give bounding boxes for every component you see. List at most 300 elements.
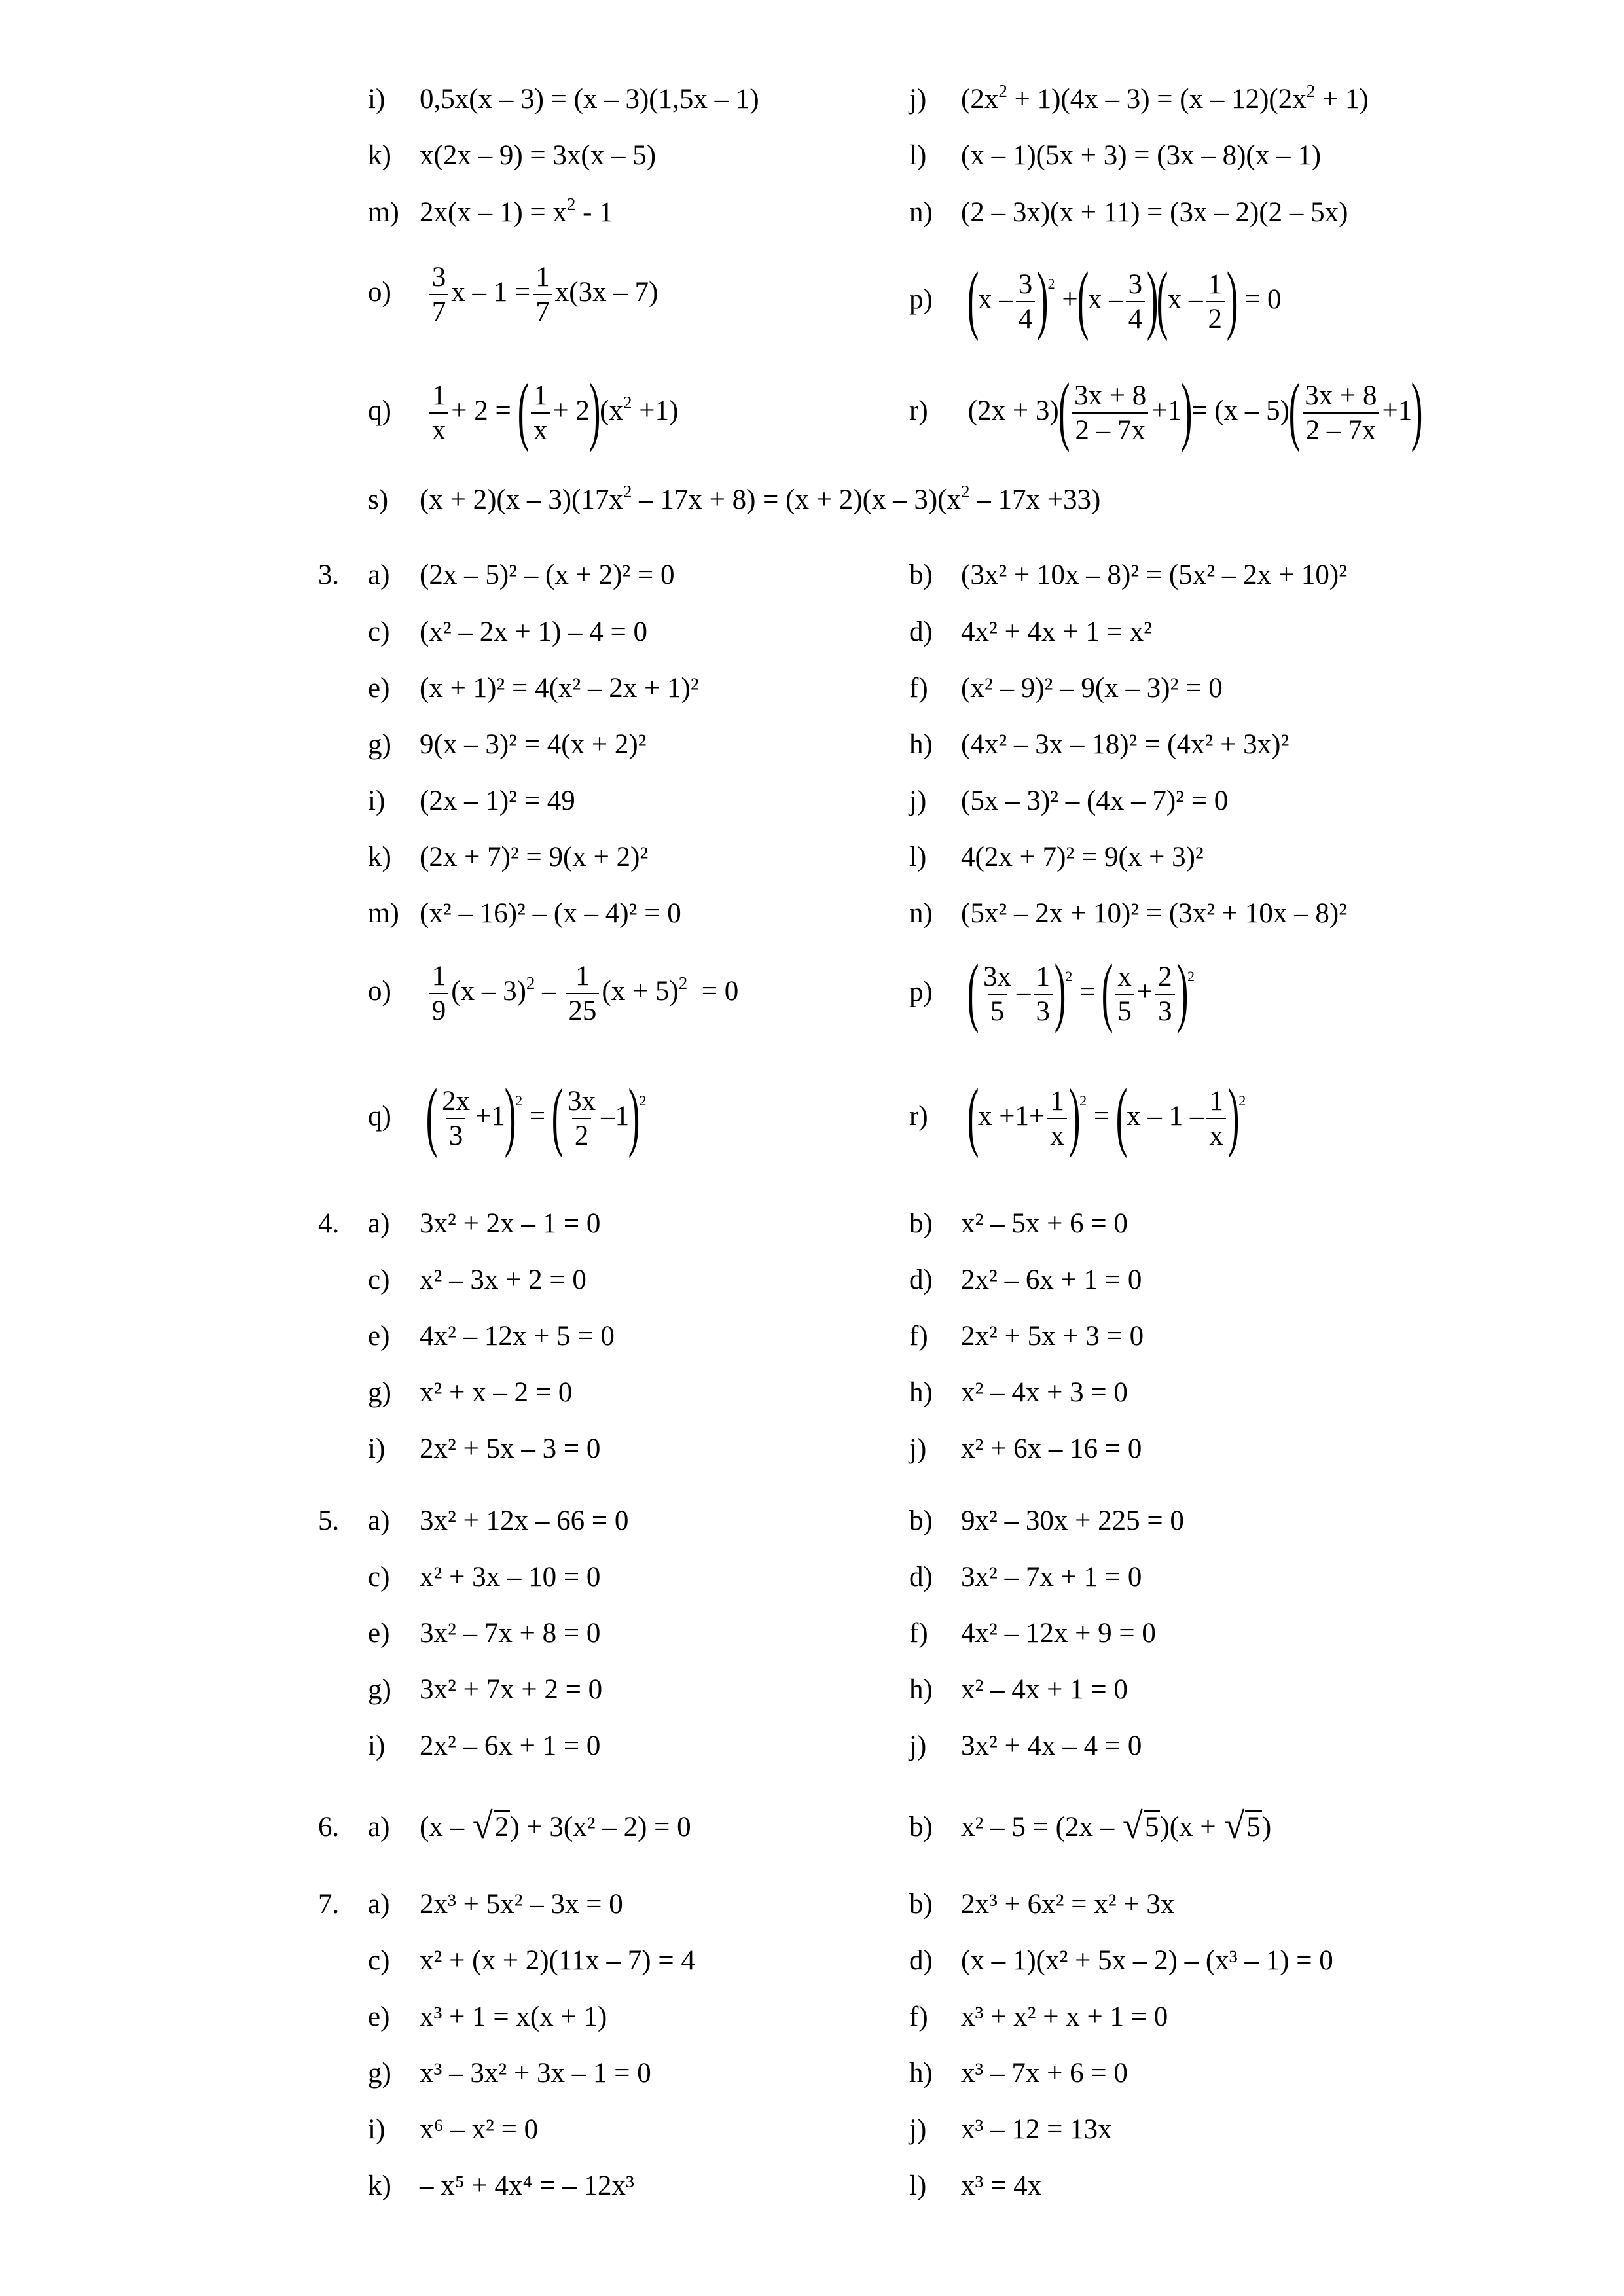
denominator: x — [429, 412, 449, 444]
exponent: 2 — [623, 482, 632, 501]
numerator: 2x — [442, 1086, 471, 1117]
equation-part: (x – — [420, 1812, 465, 1842]
item-label: g) — [368, 729, 391, 760]
exercise-7f — [909, 2003, 1168, 2031]
equation: (x – 1)(x² + 5x – 2) – (x³ – 1) = 0 — [961, 1945, 1333, 1976]
equation: (4x² – 3x – 18)² = (4x² + 3x)² — [961, 729, 1290, 760]
exponent: 2 — [1047, 275, 1055, 292]
numerator: 2 — [1158, 961, 1172, 992]
paren: ) — [1411, 367, 1423, 453]
item-label: b) — [909, 1812, 933, 1842]
equation-part: (2x + 3) — [967, 395, 1059, 426]
equation: 4x² + 4x + 1 = x² — [961, 617, 1153, 647]
fraction — [1155, 963, 1175, 1026]
equation: x² – 5x + 6 = 0 — [961, 1208, 1128, 1239]
equation-part: – 17x +33) — [969, 484, 1101, 515]
exercise-5h — [909, 1676, 1128, 1704]
item-label: a) — [368, 560, 390, 590]
denominator: 3 — [1034, 994, 1053, 1026]
exercise-l — [909, 141, 1321, 170]
item-label: m) — [368, 898, 399, 929]
exercise-3d — [909, 618, 1152, 646]
exponent: 2 — [1306, 81, 1316, 101]
item-label: b) — [909, 1505, 933, 1536]
item-label: j) — [909, 84, 927, 115]
paren: ) — [1054, 948, 1066, 1034]
denominator: 3 — [1155, 994, 1175, 1026]
equation-part: +1 — [1382, 395, 1413, 426]
denominator: 25 — [566, 993, 599, 1025]
equation-part: - 1 — [575, 197, 613, 228]
item-label: g) — [368, 2058, 391, 2089]
equation-part: x – — [978, 283, 1013, 315]
fraction — [1206, 1087, 1226, 1150]
equation: x² + 3x – 10 = 0 — [420, 1562, 601, 1592]
exercise-3b — [909, 561, 1347, 589]
fraction — [531, 382, 550, 444]
exercise-m — [368, 194, 613, 228]
exercise-3o: o) $\frac{1}{9}$ (x – 3)$^2$ – $\frac{1}{25}$ $(x + 5)^2 = 0$ — [368, 961, 739, 1026]
denominator: x — [1206, 1118, 1226, 1150]
equation-part: (x + 5) — [602, 975, 679, 1007]
item-label: i) — [368, 1731, 386, 1761]
item-label: d) — [909, 1265, 933, 1295]
exercise-4g — [368, 1378, 572, 1407]
paren: ( — [517, 367, 530, 453]
square-root — [1223, 1806, 1262, 1846]
exercise-7b — [909, 1890, 1174, 1918]
item-label: a) — [368, 1812, 390, 1842]
paren: ) — [1146, 256, 1159, 342]
numerator: 1 — [1050, 1086, 1064, 1117]
denominator: 5 — [1115, 994, 1134, 1026]
equation-part: x +1+ — [978, 1100, 1045, 1132]
equation: 2x² – 6x + 1 = 0 — [961, 1265, 1142, 1295]
equation: 3x² – 7x + 8 = 0 — [420, 1618, 601, 1649]
fraction — [429, 382, 449, 444]
equation-part: (x + 2)(x – 3)(17x — [420, 484, 623, 515]
fraction — [533, 263, 552, 326]
paren: ( — [967, 1073, 979, 1158]
fraction — [566, 962, 599, 1025]
item-label: i) — [368, 2114, 386, 2145]
equation: x³ – 12 = 13x — [961, 2114, 1112, 2145]
exercise-7a — [368, 1890, 623, 1918]
item-label: a) — [368, 1505, 390, 1536]
exponent: 2 — [515, 1092, 523, 1109]
exercise-7d — [909, 1946, 1333, 1975]
paren: ( — [967, 256, 979, 342]
section-number: 4. — [318, 1208, 340, 1239]
fraction — [429, 263, 449, 326]
equation: 2x³ + 5x² – 3x = 0 — [420, 1889, 623, 1920]
equation: 3x² – 7x + 1 = 0 — [961, 1562, 1142, 1592]
exercise-5c — [368, 1563, 600, 1591]
exercise-3h — [909, 730, 1289, 759]
denominator: 2 – 7x — [1072, 412, 1148, 444]
exercise-r — [909, 367, 1423, 453]
fraction — [1206, 270, 1225, 333]
exercise-4b — [909, 1210, 1128, 1238]
exercise-4d — [909, 1266, 1142, 1294]
exercise-3k — [368, 843, 648, 871]
equation-part: + 1)(4x – 3) = (x – 12)(2x — [1007, 84, 1307, 115]
item-label: c) — [368, 617, 390, 647]
item-label: k) — [368, 2170, 391, 2201]
section-number: 6. — [318, 1812, 340, 1842]
paren: ) — [588, 367, 601, 453]
numerator: 3 — [1128, 269, 1143, 300]
equation-part: x² – 5 = (2x – — [961, 1812, 1115, 1842]
item-label: e) — [368, 673, 390, 704]
fraction — [1302, 382, 1379, 444]
item-label: d) — [909, 1562, 933, 1592]
numerator: 1 — [533, 380, 548, 411]
item-label: a) — [368, 1889, 390, 1920]
item-label: m) — [368, 197, 399, 228]
item-label: p) — [909, 976, 933, 1007]
equation-part: x – — [1087, 283, 1123, 315]
equation: x⁶ – x² = 0 — [420, 2114, 539, 2145]
equation: x² – 4x + 1 = 0 — [961, 1674, 1128, 1705]
exercise-7j — [909, 2115, 1112, 2144]
section-number: 7. — [318, 1889, 340, 1920]
equation: (2x + 7)² = 9(x + 2)² — [420, 842, 649, 872]
exercise-5d — [909, 1563, 1142, 1591]
item-label: r) — [909, 395, 928, 426]
section-number: 3. — [318, 560, 340, 590]
item-label: h) — [909, 729, 933, 760]
equation: (5x² – 2x + 10)² = (3x² + 10x – 8)² — [961, 898, 1348, 929]
equation-part: – 17x + 8) = (x + 2)(x – 3)(x — [632, 484, 962, 515]
equation: 2x³ + 6x² = x² + 3x — [961, 1889, 1175, 1920]
equation: x³ – 7x + 6 = 0 — [961, 2058, 1128, 2089]
item-label: o) — [368, 975, 391, 1007]
equation: 4x² – 12x + 9 = 0 — [961, 1618, 1156, 1649]
paren: ) — [1227, 1073, 1240, 1158]
exercise-3p: p) ( $\frac{3x}{5}$ – $\frac{1}{3}$ )$^2$ = ( $\frac{x}{5}$ + $\frac{2}{3}$ )$^2$ — [909, 948, 1195, 1034]
numerator: 3x — [568, 1086, 596, 1117]
exercise-5j — [909, 1732, 1142, 1760]
exercise-4h — [909, 1378, 1128, 1407]
exercise-7g — [368, 2059, 651, 2087]
denominator: 4 — [1016, 301, 1036, 333]
equation: 3x² + 4x – 4 = 0 — [961, 1731, 1142, 1761]
item-label: b) — [909, 1889, 933, 1920]
item-label: h) — [909, 1377, 933, 1408]
item-label: f) — [909, 1618, 928, 1649]
exercise-n — [909, 198, 1348, 226]
equation-part: x – 1 – — [1127, 1100, 1204, 1132]
section-number: 5. — [318, 1505, 340, 1536]
exercise-7i — [368, 2115, 538, 2144]
exercise-7h — [909, 2059, 1128, 2087]
numerator: 1 — [1208, 269, 1222, 300]
equation: 2x² + 5x – 3 = 0 — [420, 1433, 601, 1464]
item-label: l) — [909, 140, 927, 171]
fraction — [1016, 270, 1036, 333]
radical-sign: √ — [1224, 1806, 1245, 1846]
item-label: h) — [909, 1674, 933, 1705]
denominator: 4 — [1126, 301, 1146, 333]
item-label: d) — [909, 1945, 933, 1976]
equation-part: = 0 — [1244, 283, 1282, 315]
denominator: 3 — [446, 1118, 466, 1150]
equation: 4x² – 12x + 5 = 0 — [420, 1321, 615, 1352]
equation: 3x² + 12x – 66 = 0 — [420, 1505, 629, 1536]
equation-part: ) + 3(x² – 2) = 0 — [510, 1812, 691, 1842]
item-label: s) — [368, 484, 389, 515]
equation: (x + 1)² = 4(x² – 2x + 1)² — [420, 673, 699, 704]
equation: (x – 1)(5x + 3) = (3x – 8)(x – 1) — [961, 140, 1322, 171]
paren: ( — [1077, 256, 1089, 342]
exponent: 2 — [639, 1092, 647, 1109]
denominator: 9 — [429, 993, 449, 1025]
exercise-5a — [368, 1507, 628, 1535]
exercise-7l — [909, 2172, 1041, 2200]
equation: (2x – 1)² = 49 — [420, 785, 575, 816]
exponent: 2 — [998, 81, 1007, 101]
exponent: 2 — [961, 482, 970, 501]
exercise-q — [368, 367, 679, 453]
paren: ) — [1037, 256, 1049, 342]
equation-part: x(3x – 7) — [554, 276, 659, 308]
exercise-3m — [368, 899, 681, 927]
denominator: x — [1047, 1118, 1067, 1150]
exercise-5f — [909, 1619, 1156, 1647]
exercise-6a — [368, 1806, 691, 1846]
equation-part: (x — [600, 395, 623, 426]
exercise-3e — [368, 674, 699, 702]
radical-sign: √ — [472, 1806, 493, 1846]
denominator: x — [531, 412, 550, 444]
exercise-5e — [368, 1619, 600, 1647]
item-label: f) — [909, 1321, 928, 1352]
equation: 0,5x(x – 3) = (x – 3)(1,5x – 1) — [420, 84, 759, 115]
equation-part: (2x — [961, 84, 999, 115]
fraction — [429, 962, 449, 1025]
denominator: 2 — [572, 1118, 592, 1150]
item-label: l) — [909, 2170, 927, 2201]
equation: x² + x – 2 = 0 — [420, 1377, 573, 1408]
exercise-3r: r) (x +1+ $\frac{1}{x}$ )$^2$ = (x – 1 – $\frac{1}{x}$ )$^2$ — [909, 1073, 1246, 1158]
denominator: 7 — [533, 294, 552, 326]
item-label: q) — [368, 1100, 391, 1132]
fraction — [1115, 963, 1134, 1026]
equation: 9x² – 30x + 225 = 0 — [961, 1505, 1184, 1536]
exponent: 2 — [623, 392, 632, 412]
item-label: b) — [909, 1208, 933, 1239]
equation-part: +1 — [1151, 395, 1182, 426]
item-label: c) — [368, 1562, 390, 1592]
exercise-4f — [909, 1322, 1144, 1350]
item-label: i) — [368, 785, 386, 816]
equation: x³ – 3x² + 3x – 1 = 0 — [420, 2058, 651, 2089]
item-label: h) — [909, 2058, 933, 2089]
item-label: d) — [909, 617, 933, 647]
equation: (x² – 9)² – 9(x – 3)² = 0 — [961, 673, 1223, 704]
equation: (x² – 16)² – (x – 4)² = 0 — [420, 898, 681, 929]
equation-part: + 2 — [552, 395, 590, 426]
numerator: 1 — [575, 961, 590, 992]
equation-part: ) — [1261, 1812, 1272, 1842]
exercise-3i — [368, 787, 575, 815]
exercise-4a — [368, 1210, 600, 1238]
exercise-4i — [368, 1435, 600, 1463]
exercise-4e — [368, 1322, 615, 1350]
numerator: 1 — [535, 262, 550, 293]
equation-part: = 0 — [701, 975, 739, 1007]
item-label: e) — [368, 1618, 390, 1649]
equation: (x² – 2x + 1) – 4 = 0 — [420, 617, 648, 647]
item-label: c) — [368, 1945, 390, 1976]
item-label: a) — [368, 1208, 390, 1239]
item-label: g) — [368, 1377, 391, 1408]
numerator: 1 — [431, 380, 446, 411]
exercise-5b — [909, 1507, 1184, 1535]
denominator: 2 – 7x — [1303, 412, 1379, 444]
paren: ( — [1058, 367, 1070, 453]
exercise-j — [909, 81, 1369, 115]
exercise-7e — [368, 2003, 607, 2031]
exercise-7c — [368, 1946, 695, 1975]
equation-part: x – 1 = — [451, 276, 531, 308]
numerator: 1 — [431, 961, 446, 992]
numerator: 3x — [983, 961, 1012, 992]
item-label: r) — [909, 1100, 928, 1132]
equation: 2x² + 5x + 3 = 0 — [961, 1321, 1144, 1352]
equation: x(2x – 9) = 3x(x – 5) — [420, 140, 657, 171]
equation: 3x² + 7x + 2 = 0 — [420, 1674, 603, 1705]
equation-part: (x – 3) — [451, 975, 526, 1007]
exercise-o — [368, 263, 658, 326]
exercise-6b — [909, 1806, 1272, 1846]
exercise-3c — [368, 618, 647, 646]
exercise-5i — [368, 1732, 600, 1760]
radicand: 5 — [1246, 1812, 1261, 1842]
item-label: i) — [368, 1433, 386, 1464]
exercise-3j — [909, 787, 1228, 815]
radical-sign: √ — [1122, 1806, 1143, 1846]
equation: x² – 4x + 3 = 0 — [961, 1377, 1128, 1408]
item-label: e) — [368, 1321, 390, 1352]
exponent: 2 — [566, 194, 576, 214]
paren: ) — [1068, 1073, 1081, 1158]
item-label: n) — [909, 197, 933, 228]
equation-part: +1) — [632, 395, 679, 426]
equation-part: 2x(x – 1) = x — [420, 197, 567, 228]
equation-part: + 2 = — [451, 395, 511, 426]
item-label: b) — [909, 560, 933, 590]
exponent: 2 — [1079, 1092, 1087, 1109]
item-label: p) — [909, 283, 933, 315]
exercise-3l — [909, 843, 1204, 871]
equation-part: –1 — [601, 1100, 630, 1132]
exercise-3g — [368, 730, 647, 759]
exponent: 2 — [1238, 1092, 1246, 1109]
exercise-p: p) (x – $\frac{3}{4}$ )$^2$ +(x – $\frac{3}{4}$ )(x – $\frac{1}{2}$ ) = 0 — [909, 256, 1282, 342]
exercise-5g — [368, 1676, 602, 1704]
exponent: 2 — [1065, 967, 1073, 984]
item-label: f) — [909, 2001, 928, 2032]
equation: x³ = 4x — [961, 2170, 1042, 2201]
exponent: 2 — [526, 973, 535, 993]
item-label: n) — [909, 898, 933, 929]
item-label: k) — [368, 140, 391, 171]
equation: x² + (x + 2)(11x – 7) = 4 — [420, 1945, 695, 1976]
numerator: 1 — [1209, 1086, 1223, 1117]
exercise-4j — [909, 1435, 1142, 1463]
paren: ( — [1101, 948, 1113, 1034]
square-root — [471, 1806, 511, 1846]
paren: ) — [628, 1073, 640, 1158]
paren: ( — [967, 948, 979, 1034]
item-label: f) — [909, 673, 928, 704]
exercise-3a — [368, 561, 675, 589]
exercise-k — [368, 141, 656, 170]
equation-part: + 1) — [1315, 84, 1369, 115]
equation-part: x – — [1167, 283, 1203, 315]
item-label: q) — [368, 395, 391, 426]
numerator: 3 — [431, 262, 446, 293]
item-label: j) — [909, 785, 927, 816]
equation: (2 – 3x)(x + 11) = (3x – 2)(2 – 5x) — [961, 197, 1348, 228]
equation: 2x² – 6x + 1 = 0 — [420, 1731, 601, 1761]
numerator: 3x + 8 — [1074, 380, 1147, 411]
item-label: j) — [909, 1433, 927, 1464]
fraction — [1126, 270, 1146, 333]
radicand: 5 — [1144, 1812, 1159, 1842]
square-root — [1121, 1806, 1161, 1846]
denominator: 7 — [429, 294, 449, 326]
exercise-7k — [368, 2172, 634, 2200]
equation: – x⁵ + 4x⁴ = – 12x³ — [420, 2170, 634, 2201]
item-label: j) — [909, 2114, 927, 2145]
paren: ) — [504, 1073, 516, 1158]
equation-part: = (x – 5) — [1191, 395, 1290, 426]
denominator: 5 — [988, 994, 1007, 1026]
numerator: x — [1117, 961, 1132, 992]
fraction — [439, 1087, 473, 1150]
item-label: k) — [368, 842, 391, 872]
numerator: 1 — [1036, 961, 1051, 992]
paren: ( — [425, 1073, 438, 1158]
item-label: o) — [368, 276, 391, 308]
paren: ( — [1157, 256, 1168, 342]
exercise-3f — [909, 674, 1223, 702]
exercise-s — [368, 482, 1101, 515]
item-label: l) — [909, 842, 927, 872]
paren: ( — [1288, 367, 1301, 453]
paren: ) — [1180, 367, 1193, 453]
equation: 4(2x + 7)² = 9(x + 3)² — [961, 842, 1204, 872]
equation: (5x – 3)² – (4x – 7)² = 0 — [961, 785, 1229, 816]
equation: 3x² + 2x – 1 = 0 — [420, 1208, 601, 1239]
item-label: j) — [909, 1731, 927, 1761]
paren: ) — [1176, 948, 1189, 1034]
numerator: 3x + 8 — [1305, 380, 1377, 411]
paren: ) — [1226, 256, 1238, 342]
exponent: 2 — [1187, 967, 1195, 984]
equation: x² – 3x + 2 = 0 — [420, 1265, 586, 1295]
equation: x³ + 1 = x(x + 1) — [420, 2001, 607, 2032]
equation: x³ + x² + x + 1 = 0 — [961, 2001, 1168, 2032]
exercise-3q: q) ( $\frac{2x}{3}$ +1)$^2$ = ( $\frac{3x}{2}$ –1)$^2$ — [368, 1073, 647, 1158]
exercise-4c — [368, 1266, 586, 1294]
paren: ( — [551, 1073, 564, 1158]
fraction — [565, 1087, 598, 1150]
fraction — [1047, 1087, 1067, 1150]
